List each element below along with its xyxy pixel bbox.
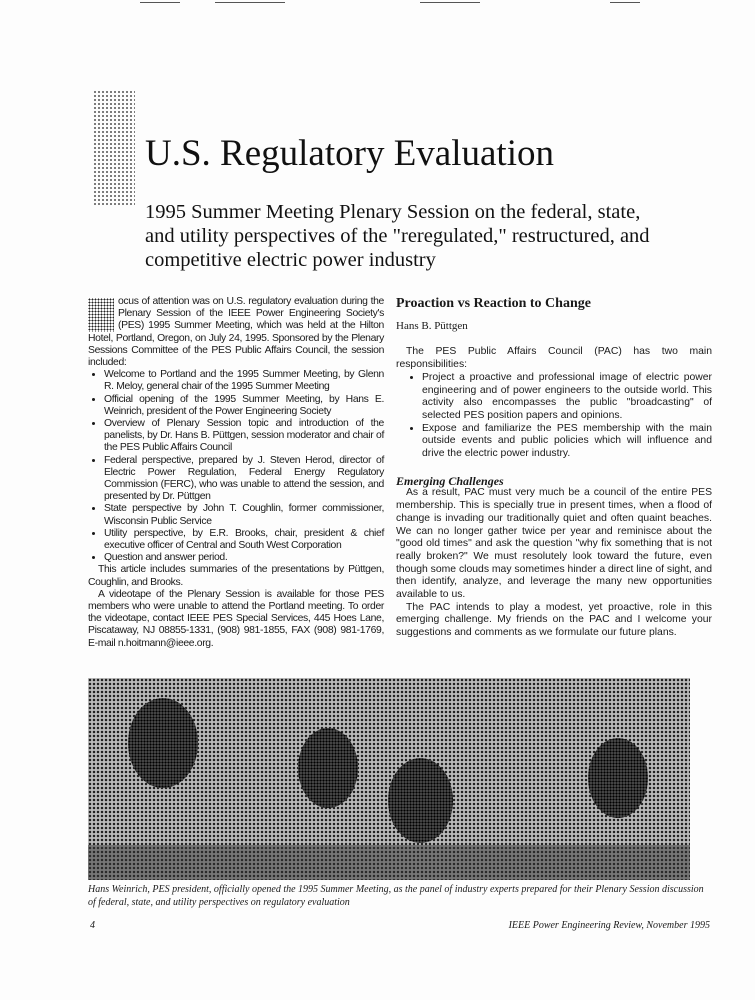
left-column [88, 296, 384, 650]
responsibilities-list [396, 372, 712, 461]
person-figure [298, 728, 358, 808]
panel-photo [88, 678, 690, 880]
footer-publication: IEEE Power Engineering Review, November 1995 [508, 920, 710, 931]
drop-cap-f-icon [88, 298, 114, 332]
page-number: 4 [90, 920, 95, 931]
intro-text: ocus of attention was on U.S. regulatory evaluation during the Plenary Session of the IEEE Power Engineering Society's (PES) 1995 Summer Meeting, which was held at the Hilton Hotel, Portland, Oregon, on July 24, 1995. Sponsored by the Plenary Sessions Committee of the PES Public Affairs Council, the session included: [88, 296, 384, 369]
paragraph: A videotape of the Plenary Session is available for those PES members who were unable to attend the Portland meeting. To order the videotape, contact IEEE PES Special Services, 445 Hoes Lane, Piscataway, NJ 08855-1331, (908) 981-1855, FAX (908) 981-1769, E-mail n.hoitmann@ieee.org. [88, 588, 384, 649]
right-column [396, 298, 712, 640]
list-item: • Overview of Plenary Session topic and introduction of the panelists, by Dr. Hans B. Püttgen, session moderator and chair of the PES Public Affairs Council [104, 418, 384, 455]
person-figure [128, 698, 198, 788]
list-item: • Utility perspective, by E.R. Brooks, chair, president & chief executive officer of Central and South West Corporation [104, 528, 384, 552]
list-item: • Official opening of the 1995 Summer Meeting, by Hans E. Weinrich, president of the Power Engineering Society [104, 394, 384, 418]
list-item: • Expose and familiarize the PES membership with the main outside events and public policies which will influence and drive the electric power industry. [422, 423, 712, 461]
list-item: • State perspective by John T. Coughlin, former commissioner, Wisconsin Public Service [104, 503, 384, 527]
paragraph: The PES Public Affairs Council (PAC) has two main responsibilities: [396, 346, 712, 371]
author: Hans B. Püttgen [396, 319, 468, 332]
paragraph: As a result, PAC must very much be a council of the entire PES membership. This is specially true in present times, when a flood of change is invading our traditionally quiet and often quaint beaches. We can no longer gather twice per year and reminisce about the "good old times" and ask the question "why fix something that is not really broken?" We must resolutely look toward the future, even though some clouds may sometimes hinder a direct line of sight, and then identify, analyze, and leverage the many new opportunities available to us. [396, 487, 712, 601]
scan-mark [140, 2, 180, 3]
list-item: • Question and answer period. [104, 552, 384, 564]
person-figure [588, 738, 648, 818]
paragraph: The PAC intends to play a modest, yet proactive, role in this emerging challenge. My friends on the PAC and I welcome your suggestions and comments as we formulate our future plans. [396, 601, 712, 639]
decorative-ornament-icon [93, 90, 135, 205]
list-item: • Welcome to Portland and the 1995 Summer Meeting, by Glenn R. Meloy, general chair of the 1995 Summer Meeting [104, 369, 384, 393]
table [88, 845, 690, 880]
scan-mark [610, 2, 640, 3]
intro-paragraph [88, 296, 384, 369]
subtitle: 1995 Summer Meeting Plenary Session on the federal, state, and utility perspectives of the "reregulated," restructured, and competitive electric power industry [145, 201, 650, 271]
page-title: U.S. Regulatory Evaluation [145, 133, 554, 174]
photo-caption: Hans Weinrich, PES president, officially opened the 1995 Summer Meeting, as the panel of industry experts prepared for their Plenary Session discussion of federal, state, and utility perspectives on regulatory evaluation [88, 884, 704, 908]
person-figure [388, 758, 453, 843]
subheading: Emerging Challenges [396, 473, 504, 488]
session-list [88, 369, 384, 564]
scan-mark [420, 2, 480, 3]
section-heading: Proaction vs Reaction to Change [396, 296, 591, 311]
list-item: • Project a proactive and professional image of electric power engineering and of power engineers to the outside world. This activity also encompasses the public "broadcasting" of selected PES position papers and opinions. [422, 372, 712, 423]
scan-mark [215, 2, 285, 3]
paragraph: This article includes summaries of the presentations by Püttgen, Coughlin, and Brooks. [88, 564, 384, 588]
list-item: • Federal perspective, prepared by J. Steven Herod, director of Electric Power Regulation, Federal Energy Regulatory Commission (FERC), who was unable to attend the session, and presented by Dr. Püttgen [104, 455, 384, 504]
